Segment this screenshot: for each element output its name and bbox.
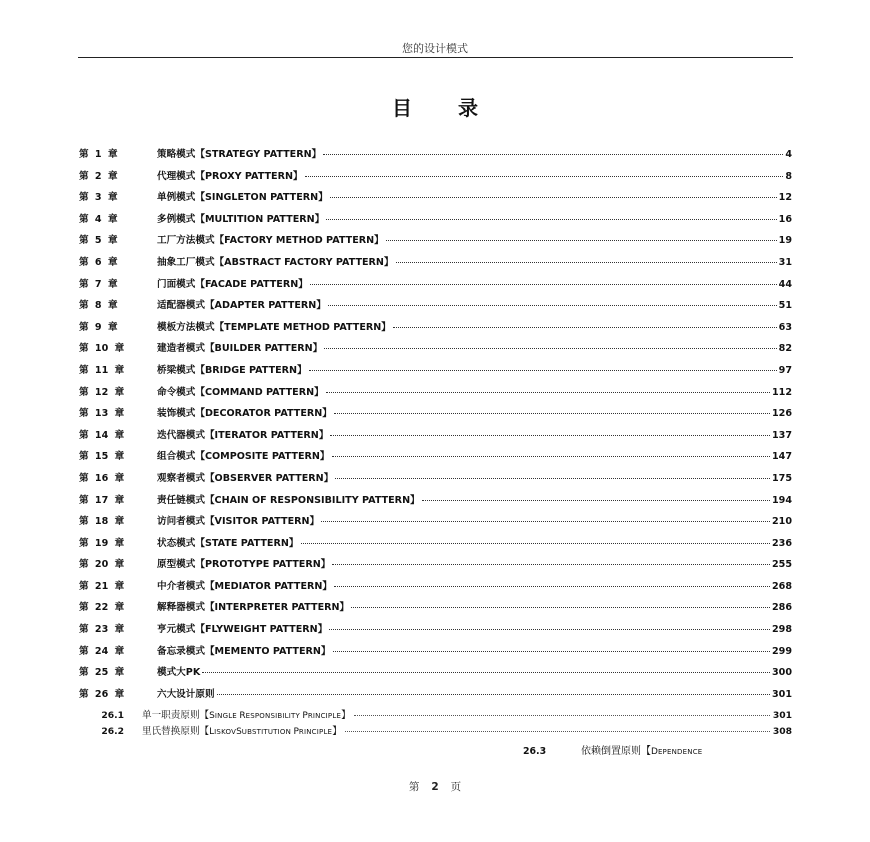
dot-leader	[217, 694, 770, 695]
chapter-title: 建造者模式【BUILDER PATTERN】	[157, 343, 323, 355]
chapter-page-number: 298	[771, 624, 792, 636]
section-number: 26.2	[101, 726, 124, 738]
toc-entry[interactable]	[79, 643, 792, 665]
toc-list	[79, 146, 792, 739]
toc-section-26-3[interactable]	[523, 742, 702, 757]
toc-subentry[interactable]	[79, 723, 792, 739]
dot-leader	[330, 197, 777, 198]
toc-entry[interactable]	[79, 470, 792, 492]
section-title-end: 】	[332, 726, 342, 738]
dot-leader	[393, 327, 777, 328]
chapter-label: 第 24 章	[79, 645, 125, 657]
dot-leader	[334, 586, 770, 587]
chapter-title: 观察者模式【OBSERVER PATTERN】	[157, 472, 334, 484]
dot-leader	[305, 176, 784, 177]
chapter-page-number: 175	[771, 472, 792, 484]
toc-entry[interactable]	[79, 189, 792, 211]
toc-entry[interactable]	[79, 146, 792, 168]
header-rule	[78, 57, 793, 58]
chapter-page-number: 300	[771, 667, 792, 679]
toc-entry[interactable]	[79, 297, 792, 319]
dot-leader	[328, 305, 777, 306]
chapter-page-number: 299	[771, 645, 792, 657]
dot-leader	[330, 435, 770, 436]
chapter-page-number: 12	[778, 192, 792, 204]
chapter-title: 单例模式【SINGLETON PATTERN】	[157, 192, 328, 204]
chapter-label: 第 1 章	[79, 149, 118, 160]
footer-page-number: 2	[431, 781, 439, 793]
chapter-label: 第 8 章	[79, 300, 118, 312]
toc-entry[interactable]	[79, 319, 792, 341]
dot-leader	[396, 262, 777, 263]
toc-entry[interactable]	[79, 232, 792, 254]
footer-prefix: 第	[408, 781, 420, 793]
chapter-label: 第 14 章	[79, 429, 125, 441]
chapter-title: 代理模式【PROXY PATTERN】	[157, 170, 303, 182]
chapter-title: 中介者模式【MEDIATOR PATTERN】	[157, 580, 333, 592]
dot-leader	[345, 731, 770, 732]
toc-entry[interactable]	[79, 556, 792, 578]
toc-entry[interactable]	[79, 448, 792, 470]
chapter-page-number: 51	[778, 300, 792, 312]
chapter-title: 命令模式【COMMAND PATTERN】	[157, 386, 324, 398]
chapter-title: 多例模式【MULTITION PATTERN】	[157, 213, 325, 225]
toc-entry[interactable]	[79, 340, 792, 362]
toc-entry[interactable]	[79, 254, 792, 276]
section-title-cap: L	[209, 727, 215, 738]
chapter-label: 第 9 章	[79, 321, 118, 333]
chapter-page-number: 210	[771, 516, 792, 528]
toc-entry[interactable]	[79, 211, 792, 233]
chapter-label: 第 3 章	[79, 192, 118, 204]
chapter-page-number: 16	[778, 213, 792, 225]
chapter-title: 迭代器模式【ITERATOR PATTERN】	[157, 429, 329, 441]
toc-entry[interactable]	[79, 535, 792, 557]
chapter-label: 第 23 章	[79, 624, 125, 636]
chapter-title: 抽象工厂模式【ABSTRACT FACTORY PATTERN】	[157, 256, 394, 268]
chapter-title: 亨元模式【FLYWEIGHT PATTERN】	[157, 624, 328, 636]
toc-entry[interactable]	[79, 578, 792, 600]
toc-entry[interactable]	[79, 686, 792, 708]
chapter-label: 第 7 章	[79, 278, 118, 290]
chapter-label: 第 2 章	[79, 170, 118, 182]
chapter-title: 解释器模式【INTERPRETER PATTERN】	[157, 602, 350, 614]
section-title-rest: UBSTITUTION	[241, 728, 294, 737]
page-footer	[0, 779, 870, 794]
chapter-page-number: 97	[778, 364, 792, 376]
chapter-page-number: 112	[771, 386, 792, 398]
chapter-label: 第 26 章	[79, 688, 125, 700]
toc-entry[interactable]	[79, 492, 792, 514]
chapter-label: 第 15 章	[79, 451, 125, 463]
chapter-label: 第 19 章	[79, 537, 125, 549]
chapter-title: 策略模式【STRATEGY PATTERN】	[157, 149, 322, 160]
dot-leader	[351, 607, 770, 608]
section-title-rest: RINCIPLE	[298, 728, 333, 737]
chapter-page-number: 301	[771, 688, 792, 700]
dot-leader	[329, 629, 770, 630]
toc-entry[interactable]	[79, 405, 792, 427]
section-number: 26.3	[523, 746, 547, 757]
dot-leader	[333, 651, 770, 652]
chapter-label: 第 18 章	[79, 516, 125, 528]
chapter-label: 第 20 章	[79, 559, 125, 571]
toc-entry[interactable]	[79, 384, 792, 406]
dot-leader	[310, 284, 777, 285]
toc-title: 目录	[392, 96, 524, 120]
section-title-cap: P	[293, 727, 299, 738]
chapter-page-number: 44	[778, 278, 792, 290]
chapter-page-number: 31	[778, 256, 792, 268]
chapter-title: 责任链模式【CHAIN OF RESPONSIBILITY PATTERN】	[157, 494, 420, 506]
dot-leader	[324, 348, 776, 349]
section-title-cap: S	[209, 711, 215, 722]
section-title-cap: R	[239, 711, 246, 722]
dot-leader	[422, 500, 770, 501]
chapter-label: 第 16 章	[79, 472, 125, 484]
section-title-cap: S	[236, 727, 242, 738]
chapter-title: 模式大PK	[157, 667, 201, 679]
chapter-title: 桥梁模式【BRIDGE PATTERN】	[157, 364, 307, 376]
chapter-page-number: 4	[785, 149, 792, 160]
section-title-rest: RINCIPLE	[307, 712, 342, 721]
chapter-label: 第 5 章	[79, 235, 118, 247]
section-title-rest: INGLE	[214, 712, 240, 721]
section-title-cn: 依赖倒置原则【	[581, 746, 651, 757]
chapter-title: 门面模式【FACADE PATTERN】	[157, 278, 308, 290]
section-title-cap: P	[302, 711, 308, 722]
chapter-label: 第 12 章	[79, 386, 125, 398]
toc-entry[interactable]	[79, 513, 792, 535]
chapter-page-number: 126	[771, 408, 792, 420]
dot-leader	[335, 478, 770, 479]
toc-entry[interactable]	[79, 621, 792, 643]
chapter-page-number: 286	[771, 602, 792, 614]
dot-leader	[321, 521, 770, 522]
chapter-page-number: 82	[778, 343, 792, 355]
chapter-page-number: 137	[771, 429, 792, 441]
chapter-title: 访问者模式【VISITOR PATTERN】	[157, 516, 320, 528]
chapter-title: 备忘录模式【MEMENTO PATTERN】	[157, 645, 331, 657]
dot-leader	[309, 370, 777, 371]
section-title	[142, 723, 342, 737]
dot-leader	[326, 392, 770, 393]
section-page-number: 301	[772, 710, 792, 722]
section-title-rest: ISKOV	[214, 728, 237, 737]
dot-leader	[354, 715, 770, 716]
section-title-cn: 里氏替换原则【	[142, 726, 210, 738]
section-title-end: 】	[341, 710, 351, 722]
chapter-label: 第 11 章	[79, 364, 125, 376]
section-page-number: 308	[772, 726, 792, 738]
dot-leader	[323, 154, 783, 155]
chapter-title: 模板方法模式【TEMPLATE METHOD PATTERN】	[157, 321, 391, 333]
page-header-text: 您的设计模式	[402, 42, 468, 55]
dot-leader	[386, 240, 777, 241]
chapter-title: 原型模式【PROTOTYPE PATTERN】	[157, 559, 331, 571]
chapter-label: 第 22 章	[79, 602, 125, 614]
chapter-label: 第 25 章	[79, 667, 125, 679]
section-title-cn: 单一职责原则【	[142, 710, 210, 722]
chapter-label: 第 6 章	[79, 256, 118, 268]
toc-entry[interactable]	[79, 276, 792, 298]
chapter-page-number: 8	[785, 170, 792, 182]
section-title-rest: EPENDENCE	[657, 748, 703, 756]
chapter-label: 第 10 章	[79, 343, 125, 355]
chapter-title: 六大设计原则	[157, 688, 215, 700]
chapter-label: 第 13 章	[79, 408, 125, 420]
chapter-page-number: 19	[778, 235, 792, 247]
toc-entry[interactable]	[79, 362, 792, 384]
section-title	[142, 707, 351, 721]
chapter-label: 第 17 章	[79, 494, 125, 506]
dot-leader	[326, 219, 776, 220]
chapter-label: 第 21 章	[79, 580, 125, 592]
toc-entry[interactable]	[79, 664, 792, 686]
dot-leader	[202, 672, 770, 673]
dot-leader	[301, 543, 770, 544]
chapter-title: 状态模式【STATE PATTERN】	[157, 537, 299, 549]
chapter-title: 装饰模式【DECORATOR PATTERN】	[157, 408, 332, 420]
dot-leader	[334, 413, 770, 414]
footer-suffix: 页	[450, 781, 462, 793]
chapter-label: 第 4 章	[79, 213, 118, 225]
chapter-page-number: 268	[771, 580, 792, 592]
section-title-cap: D	[651, 747, 658, 757]
chapter-page-number: 63	[778, 321, 792, 333]
chapter-page-number: 255	[771, 559, 792, 571]
chapter-page-number: 194	[771, 494, 792, 506]
toc-entry[interactable]	[79, 168, 792, 190]
chapter-title: 适配器模式【ADAPTER PATTERN】	[157, 300, 326, 312]
dot-leader	[332, 456, 770, 457]
chapter-page-number: 236	[771, 537, 792, 549]
toc-subentry[interactable]	[79, 707, 792, 723]
toc-entry[interactable]	[79, 599, 792, 621]
toc-entry[interactable]	[79, 427, 792, 449]
chapter-title: 工厂方法模式【FACTORY METHOD PATTERN】	[157, 235, 384, 247]
dot-leader	[332, 564, 770, 565]
section-number: 26.1	[101, 710, 124, 722]
chapter-title: 组合模式【COMPOSITE PATTERN】	[157, 451, 330, 463]
section-title-rest: ESPONSIBILITY	[245, 712, 303, 721]
chapter-page-number: 147	[771, 451, 792, 463]
